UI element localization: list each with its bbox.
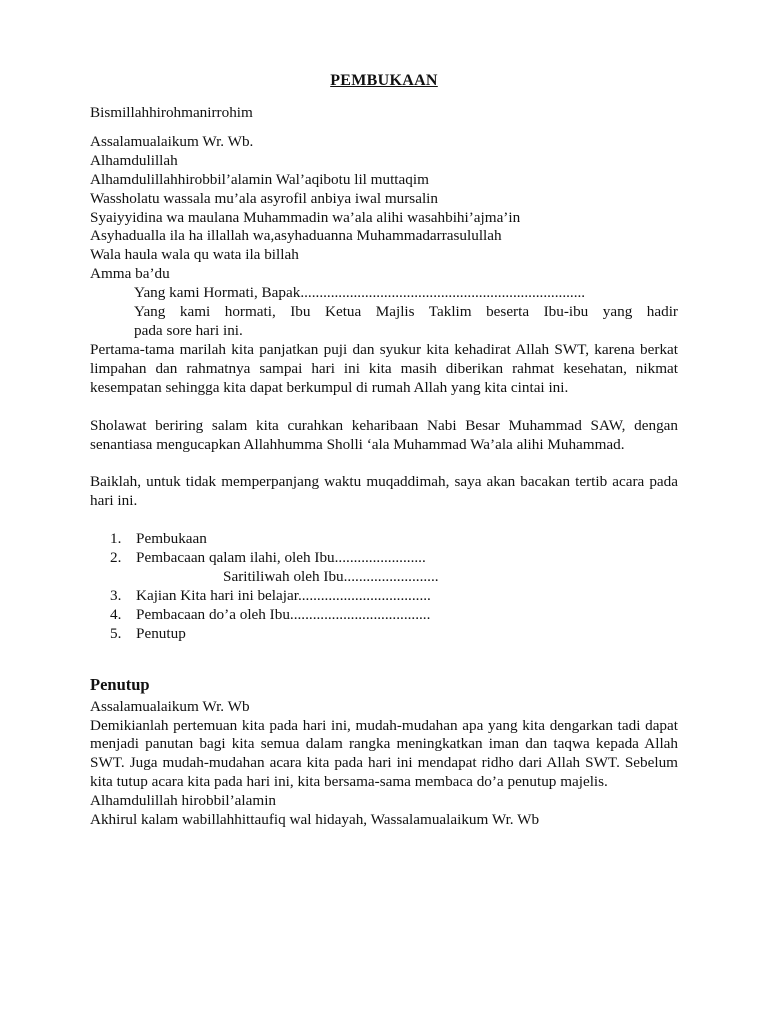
document-title: PEMBUKAAN: [330, 72, 438, 89]
greetings-block: [90, 284, 678, 341]
agenda-item-text: Pembacaan do’a oleh Ibu.....................................: [136, 605, 431, 623]
opening-line: Syaiyyidina wa maulana Muhammadin wa’ala alihi wasahbihi’ajma’in: [90, 208, 521, 226]
opening-line: Amma ba’du: [90, 265, 170, 283]
agenda-list-continued: [90, 587, 678, 644]
agenda-item: [110, 624, 678, 644]
agenda-list: [90, 530, 678, 568]
paragraph-agenda-intro: Baiklah, untuk tidak memperpanjang waktu muqaddimah, saya akan bacakan tertib acara pada hari ini.: [90, 473, 678, 510]
agenda-item: [110, 549, 678, 568]
closing-final: Akhirul kalam wabillahhittaufiq wal hidayah, Wassalamualaikum Wr. Wb: [90, 811, 540, 829]
paragraph-sholawat: Sholawat beriring salam kita curahkan keharibaan Nabi Besar Muhammad SAW, dengan senantiasa mengucapkan Allahhumma Sholli ‘ala Muhammad Wa’ala alihi Muhammad.: [90, 416, 678, 453]
agenda-item: [110, 530, 678, 549]
closing-hamdalah: Alhamdulillah hirobbil’alamin: [90, 792, 277, 810]
agenda-item-number: 2.: [110, 549, 122, 567]
closing-salam: Assalamualaikum Wr. Wb: [90, 697, 250, 715]
agenda-item-number: 3.: [110, 586, 122, 604]
agenda-item: [110, 605, 678, 625]
agenda-item-number: 4.: [110, 605, 122, 623]
agenda-item-number: 5.: [110, 624, 122, 642]
agenda-item-text: Pembukaan: [136, 530, 207, 548]
opening-line: Wassholatu wassala mu’ala asyrofil anbiya iwal mursalin: [90, 189, 438, 207]
document-page: [90, 70, 678, 830]
basmalah: Bismillahhirohmanirrohim: [90, 104, 253, 121]
agenda-item: [110, 586, 678, 606]
opening-block: [90, 133, 678, 284]
opening-line: Assalamualaikum Wr. Wb.: [90, 132, 254, 150]
agenda-item-text: Penutup: [136, 624, 186, 642]
closing-paragraph: Demikianlah pertemuan kita pada hari ini, mudah-mudahan apa yang kita dengarkan tadi dapat menjadi panutan bagi kita semua dalam rangka meningkatkan iman dan taqwa kepada Allah SWT. Juga mudah-mudahan acara kita pada hari ini mendapat ridho dari Allah SWT. Sebelum kita tutup acara kita pada hari ini, kita bersama-sama membaca do’a penutup majelis.: [90, 716, 678, 791]
closing-heading: Penutup: [90, 674, 150, 694]
greeting-ibu-line-2: pada sore hari ini.: [134, 321, 243, 339]
agenda-sub-item: Saritiliwah oleh Ibu.........................: [223, 568, 439, 586]
opening-line: Asyhadualla ila ha illallah wa,asyhaduanna Muhammadarrasulullah: [90, 227, 502, 245]
greeting-bapak: Yang kami Hormati, Bapak...........................................................................: [134, 284, 586, 302]
paragraph-praise: Pertama-tama marilah kita panjatkan puji dan syukur kita kehadirat Allah SWT, karena berkat limpahan dan rahmatnya sampai hari ini kita masih diberikan rahmat kesehatan, nikmat kesempatan sehingga kita dapat berkumpul di rumah Allah yang kita cintai ini.: [90, 340, 678, 396]
agenda-item-text: Pembacaan qalam ilahi, oleh Ibu........................: [136, 549, 426, 567]
opening-line: Wala haula wala qu wata ila billah: [90, 246, 299, 264]
agenda-item-text: Kajian Kita hari ini belajar...................................: [136, 586, 431, 604]
opening-line: Alhamdulillah: [90, 151, 178, 169]
agenda-item-number: 1.: [110, 530, 122, 548]
greeting-ibu-line-1: Yang kami hormati, Ibu Ketua Majlis Taklim beserta Ibu-ibu yang hadir: [134, 303, 678, 321]
opening-line: Alhamdulillahhirobbil’alamin Wal’aqibotu lil muttaqim: [90, 170, 429, 188]
